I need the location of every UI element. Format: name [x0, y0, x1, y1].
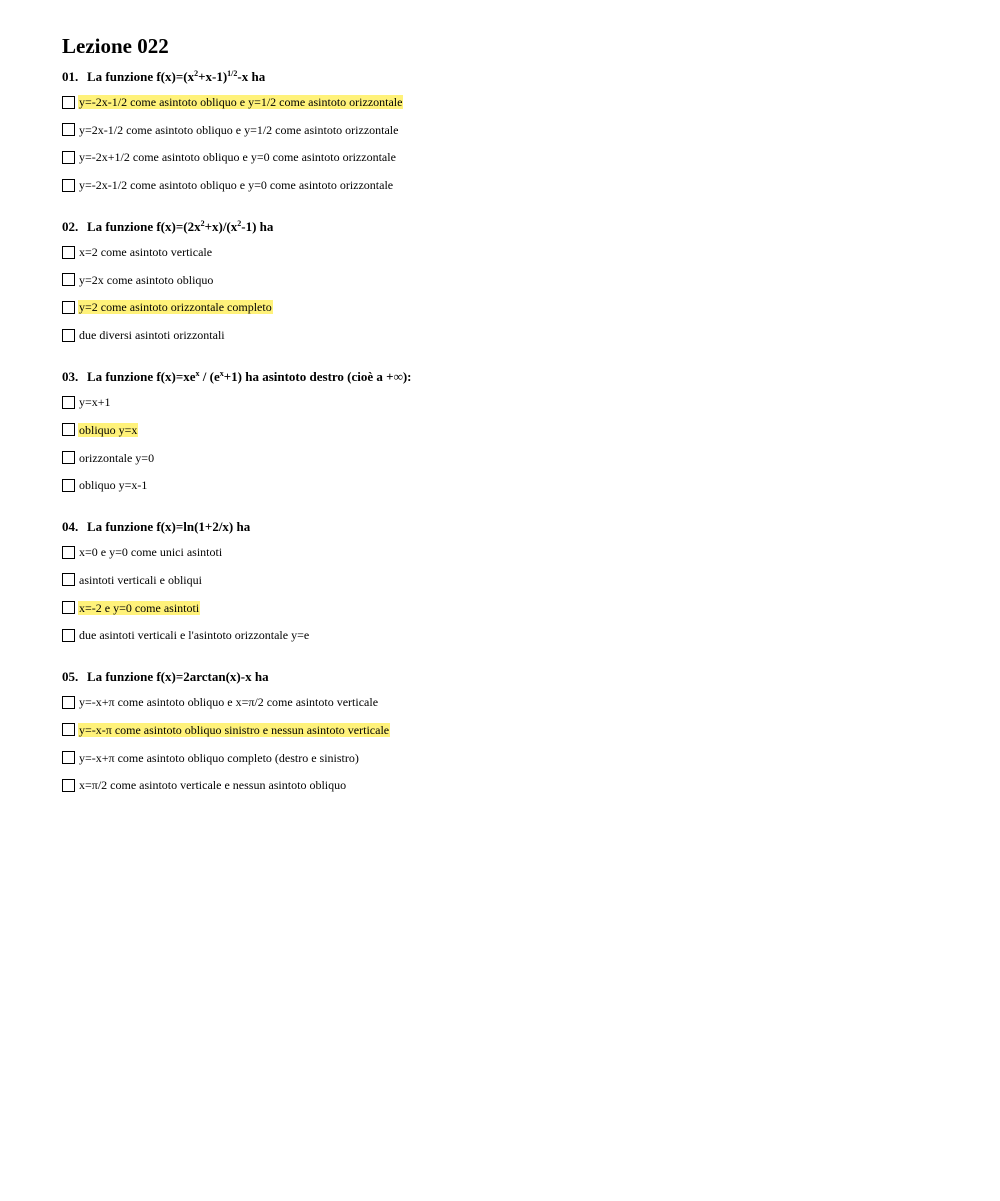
- empty-checkbox-icon[interactable]: [62, 696, 75, 709]
- empty-checkbox-icon[interactable]: [62, 723, 75, 736]
- answer-option: [62, 244, 962, 260]
- empty-checkbox-icon[interactable]: [62, 123, 75, 136]
- question-number: 05.: [62, 669, 79, 685]
- empty-checkbox-icon[interactable]: [62, 246, 75, 259]
- answer-option: [62, 422, 962, 438]
- answer-text: y=2x-1/2 come asintoto obliquo e y=1/2 come asintoto orizzontale: [79, 122, 399, 137]
- answer-option: [62, 694, 962, 710]
- answer-option: [62, 627, 962, 643]
- question-header: [62, 368, 962, 385]
- empty-checkbox-icon[interactable]: [62, 601, 75, 614]
- question-header: [62, 218, 962, 235]
- empty-checkbox-icon[interactable]: [62, 301, 75, 314]
- question-number: 04.: [62, 519, 79, 535]
- answer-options: [62, 394, 962, 493]
- answer-text: x=-2 e y=0 come asintoti: [79, 600, 200, 615]
- question-text: La funzione f(x)=ln(1+2/x) ha: [87, 519, 251, 535]
- empty-checkbox-icon[interactable]: [62, 751, 75, 764]
- answer-option: [62, 572, 962, 588]
- answer-text: y=-x+π come asintoto obliquo completo (destro e sinistro): [79, 750, 359, 765]
- empty-checkbox-icon[interactable]: [62, 451, 75, 464]
- question-04: [62, 518, 962, 643]
- answer-text: x=π/2 come asintoto verticale e nessun asintoto obliquo: [79, 778, 347, 793]
- answer-text: y=2x come asintoto obliquo: [79, 272, 214, 287]
- empty-checkbox-icon[interactable]: [62, 423, 75, 436]
- answer-option: [62, 299, 962, 315]
- answer-options: [62, 694, 962, 793]
- question-05: [62, 668, 962, 793]
- answer-option: [62, 149, 962, 165]
- empty-checkbox-icon[interactable]: [62, 273, 75, 286]
- question-number: 01.: [62, 69, 79, 84]
- question-header: [62, 68, 962, 85]
- question-01: [62, 68, 962, 193]
- empty-checkbox-icon[interactable]: [62, 96, 75, 109]
- answer-text: y=2 come asintoto orizzontale completo: [79, 300, 272, 315]
- empty-checkbox-icon[interactable]: [62, 779, 75, 792]
- answer-text: y=-x-π come asintoto obliquo sinistro e nessun asintoto verticale: [79, 722, 390, 737]
- answer-text: y=-x+π come asintoto obliquo e x=π/2 come asintoto verticale: [79, 695, 379, 710]
- answer-option: [62, 750, 962, 766]
- answer-text: y=-2x-1/2 come asintoto obliquo e y=1/2 come asintoto orizzontale: [79, 95, 403, 109]
- empty-checkbox-icon[interactable]: [62, 546, 75, 559]
- answer-text: obliquo y=x-1: [79, 478, 148, 493]
- answer-option: [62, 544, 962, 560]
- answer-option: [62, 177, 962, 193]
- empty-checkbox-icon[interactable]: [62, 396, 75, 409]
- question-header: [62, 518, 962, 535]
- question-text: La funzione $f(x)=(2x^2+x)/(x^2-1)$ ha: [87, 219, 274, 235]
- answer-option: [62, 327, 962, 343]
- empty-checkbox-icon[interactable]: [62, 629, 75, 642]
- question-number: 02.: [62, 219, 79, 235]
- answer-text: asintoti verticali e obliqui: [79, 572, 202, 587]
- question-02: [62, 218, 962, 343]
- answer-option: [62, 122, 962, 138]
- answer-option: [62, 722, 962, 738]
- answer-text: due diversi asintoti orizzontali: [79, 328, 225, 343]
- page-title: Lezione 022: [62, 34, 169, 58]
- empty-checkbox-icon[interactable]: [62, 179, 75, 192]
- question-03: [62, 368, 962, 493]
- empty-checkbox-icon[interactable]: [62, 479, 75, 492]
- question-number: 03.: [62, 369, 79, 385]
- answer-option: [62, 777, 962, 793]
- answer-option: [62, 272, 962, 288]
- answer-options: [62, 544, 962, 643]
- question-text: La funzione f(x)=2arctan(x)-x ha: [87, 669, 269, 685]
- answer-option: [62, 394, 962, 410]
- question-header: [62, 668, 962, 685]
- document-page: [62, 33, 962, 793]
- answer-option: [62, 450, 962, 466]
- answer-text: due asintoti verticali e l'asintoto orizzontale y=e: [79, 628, 310, 643]
- answer-text: x=2 come asintoto verticale: [79, 245, 213, 260]
- answer-text: orizzontale y=0: [79, 450, 155, 465]
- empty-checkbox-icon[interactable]: [62, 151, 75, 164]
- answer-text: x=0 e y=0 come unici asintoti: [79, 545, 223, 560]
- answer-options: [62, 94, 962, 193]
- answer-option: [62, 600, 962, 616]
- answer-text: obliquo y=x: [79, 422, 138, 437]
- empty-checkbox-icon[interactable]: [62, 329, 75, 342]
- answer-text: y=x+1: [79, 395, 111, 410]
- answer-text: y=-2x+1/2 come asintoto obliquo e y=0 come asintoto orizzontale: [79, 150, 396, 165]
- answer-options: [62, 244, 962, 343]
- answer-option: [62, 477, 962, 493]
- answer-text: y=-2x-1/2 come asintoto obliquo e y=0 come asintoto orizzontale: [79, 178, 394, 193]
- empty-checkbox-icon[interactable]: [62, 573, 75, 586]
- question-text: La funzione $f(x)=xe^x / (e^x+1)$ ha asintoto destro (cioè a +∞):: [87, 369, 412, 385]
- question-text: La funzione $f(x)=(x^2+x-1)^{1/2}-x$ ha: [87, 69, 266, 84]
- answer-option: [62, 94, 962, 110]
